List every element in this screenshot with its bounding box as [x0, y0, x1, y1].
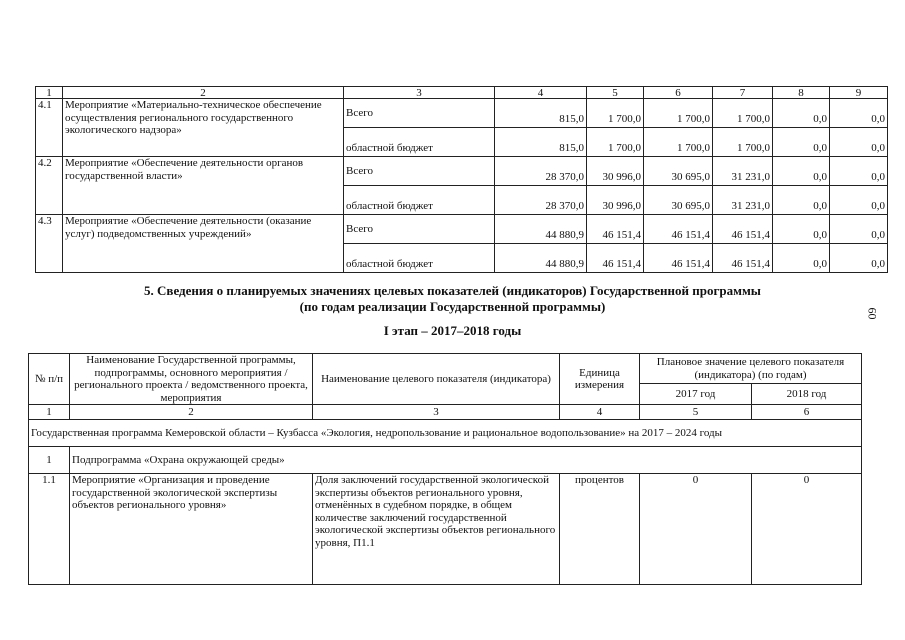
item-value-2017: 0 [640, 474, 752, 585]
header-program: Наименование Государственной программы, подпрограммы, основного мероприятия / регионального проекта / ведомственного проекта, мероприятия [70, 354, 313, 405]
subprogram-row [29, 447, 862, 474]
section-title-line-1: 5. Сведения о планируемых значениях целевых показателей (индикаторов) Государственной программы [144, 283, 761, 298]
measure-name: Мероприятие «Обеспечение деятельности органов государственной власти» [63, 157, 344, 215]
value-cell: 1 700,0 [644, 128, 713, 157]
column-number: 9 [830, 87, 888, 99]
funding-source: Всего [344, 157, 495, 186]
value-cell: 44 880,9 [495, 244, 587, 273]
column-number: 5 [587, 87, 644, 99]
item-indicator-name: Доля заключений государственной экологической экспертизы объектов регионального уровня, отменённых в судебном порядке, в общем количестве заключений государственной экологической экспертизы объектов регионального уровня, П1.1 [313, 474, 560, 585]
value-cell: 0,0 [773, 186, 830, 215]
value-cell: 1 700,0 [587, 128, 644, 157]
measure-name: Мероприятие «Материально-техническое обеспечение осуществления регионального государственного экологического надзора» [63, 99, 344, 157]
value-cell: 46 151,4 [644, 215, 713, 244]
row-number: 4.3 [36, 215, 63, 273]
column-number-row [36, 87, 888, 99]
value-cell: 1 700,0 [713, 99, 773, 128]
value-cell: 31 231,0 [713, 186, 773, 215]
funding-source: областной бюджет [344, 128, 495, 157]
column-number: 2 [70, 405, 313, 420]
value-cell: 0,0 [773, 215, 830, 244]
table-row [29, 474, 862, 585]
item-number: 1.1 [29, 474, 70, 585]
header-unit: Единица измерения [560, 354, 640, 405]
table-row [36, 215, 888, 244]
table-row [36, 157, 888, 186]
funding-source: Всего [344, 99, 495, 128]
header-indicator: Наименование целевого показателя (индикатора) [313, 354, 560, 405]
value-cell: 28 370,0 [495, 186, 587, 215]
section-title-line-2: (по годам реализации Государственной программы) [299, 299, 606, 314]
value-cell: 30 695,0 [644, 157, 713, 186]
header-year-2017: 2017 год [640, 384, 752, 405]
column-number: 1 [29, 405, 70, 420]
column-number-row [29, 405, 862, 420]
value-cell: 30 996,0 [587, 157, 644, 186]
page-number: 60 [865, 307, 880, 320]
funding-source: областной бюджет [344, 186, 495, 215]
column-number: 7 [713, 87, 773, 99]
subprogram-title: Подпрограмма «Охрана окружающей среды» [70, 447, 862, 474]
value-cell: 46 151,4 [587, 215, 644, 244]
funding-source: Всего [344, 215, 495, 244]
value-cell: 44 880,9 [495, 215, 587, 244]
column-number: 8 [773, 87, 830, 99]
row-number: 4.1 [36, 99, 63, 157]
column-number: 2 [63, 87, 344, 99]
value-cell: 31 231,0 [713, 157, 773, 186]
value-cell: 0,0 [830, 244, 888, 273]
value-cell: 1 700,0 [587, 99, 644, 128]
header-row [29, 354, 862, 384]
subprogram-number: 1 [29, 447, 70, 474]
value-cell: 46 151,4 [587, 244, 644, 273]
value-cell: 46 151,4 [713, 215, 773, 244]
value-cell: 46 151,4 [713, 244, 773, 273]
value-cell: 815,0 [495, 99, 587, 128]
column-number: 4 [495, 87, 587, 99]
value-cell: 0,0 [830, 186, 888, 215]
value-cell: 46 151,4 [644, 244, 713, 273]
financing-table [35, 86, 888, 273]
item-value-2018: 0 [752, 474, 862, 585]
header-year-2018: 2018 год [752, 384, 862, 405]
value-cell: 0,0 [773, 128, 830, 157]
measure-name: Мероприятие «Обеспечение деятельности (оказание услуг) подведомственных учреждений» [63, 215, 344, 273]
value-cell: 28 370,0 [495, 157, 587, 186]
indicators-table [28, 353, 862, 585]
item-measure-name: Мероприятие «Организация и проведение государственной экологической экспертизы объектов регионального уровня» [70, 474, 313, 585]
value-cell: 1 700,0 [713, 128, 773, 157]
column-number: 3 [313, 405, 560, 420]
row-number: 4.2 [36, 157, 63, 215]
column-number: 1 [36, 87, 63, 99]
value-cell: 1 700,0 [644, 99, 713, 128]
value-cell: 0,0 [773, 99, 830, 128]
value-cell: 0,0 [830, 157, 888, 186]
value-cell: 30 996,0 [587, 186, 644, 215]
value-cell: 0,0 [830, 128, 888, 157]
value-cell: 0,0 [830, 215, 888, 244]
header-num: № п/п [29, 354, 70, 405]
value-cell: 0,0 [773, 157, 830, 186]
column-number: 5 [640, 405, 752, 420]
program-title: Государственная программа Кемеровской области – Кузбасса «Экология, недропользование и рациональное водопользование» на 2017 – 2024 годы [29, 420, 862, 447]
column-number: 6 [752, 405, 862, 420]
header-planned-value: Плановое значение целевого показателя (индикатора) (по годам) [640, 354, 862, 384]
column-number: 6 [644, 87, 713, 99]
value-cell: 815,0 [495, 128, 587, 157]
value-cell: 0,0 [830, 99, 888, 128]
value-cell: 30 695,0 [644, 186, 713, 215]
program-row [29, 420, 862, 447]
value-cell: 0,0 [773, 244, 830, 273]
stage-title: I этап – 2017–2018 годы [383, 323, 522, 338]
funding-source: областной бюджет [344, 244, 495, 273]
column-number: 3 [344, 87, 495, 99]
section-title [0, 283, 905, 315]
table-row [36, 99, 888, 128]
column-number: 4 [560, 405, 640, 420]
item-unit: процентов [560, 474, 640, 585]
